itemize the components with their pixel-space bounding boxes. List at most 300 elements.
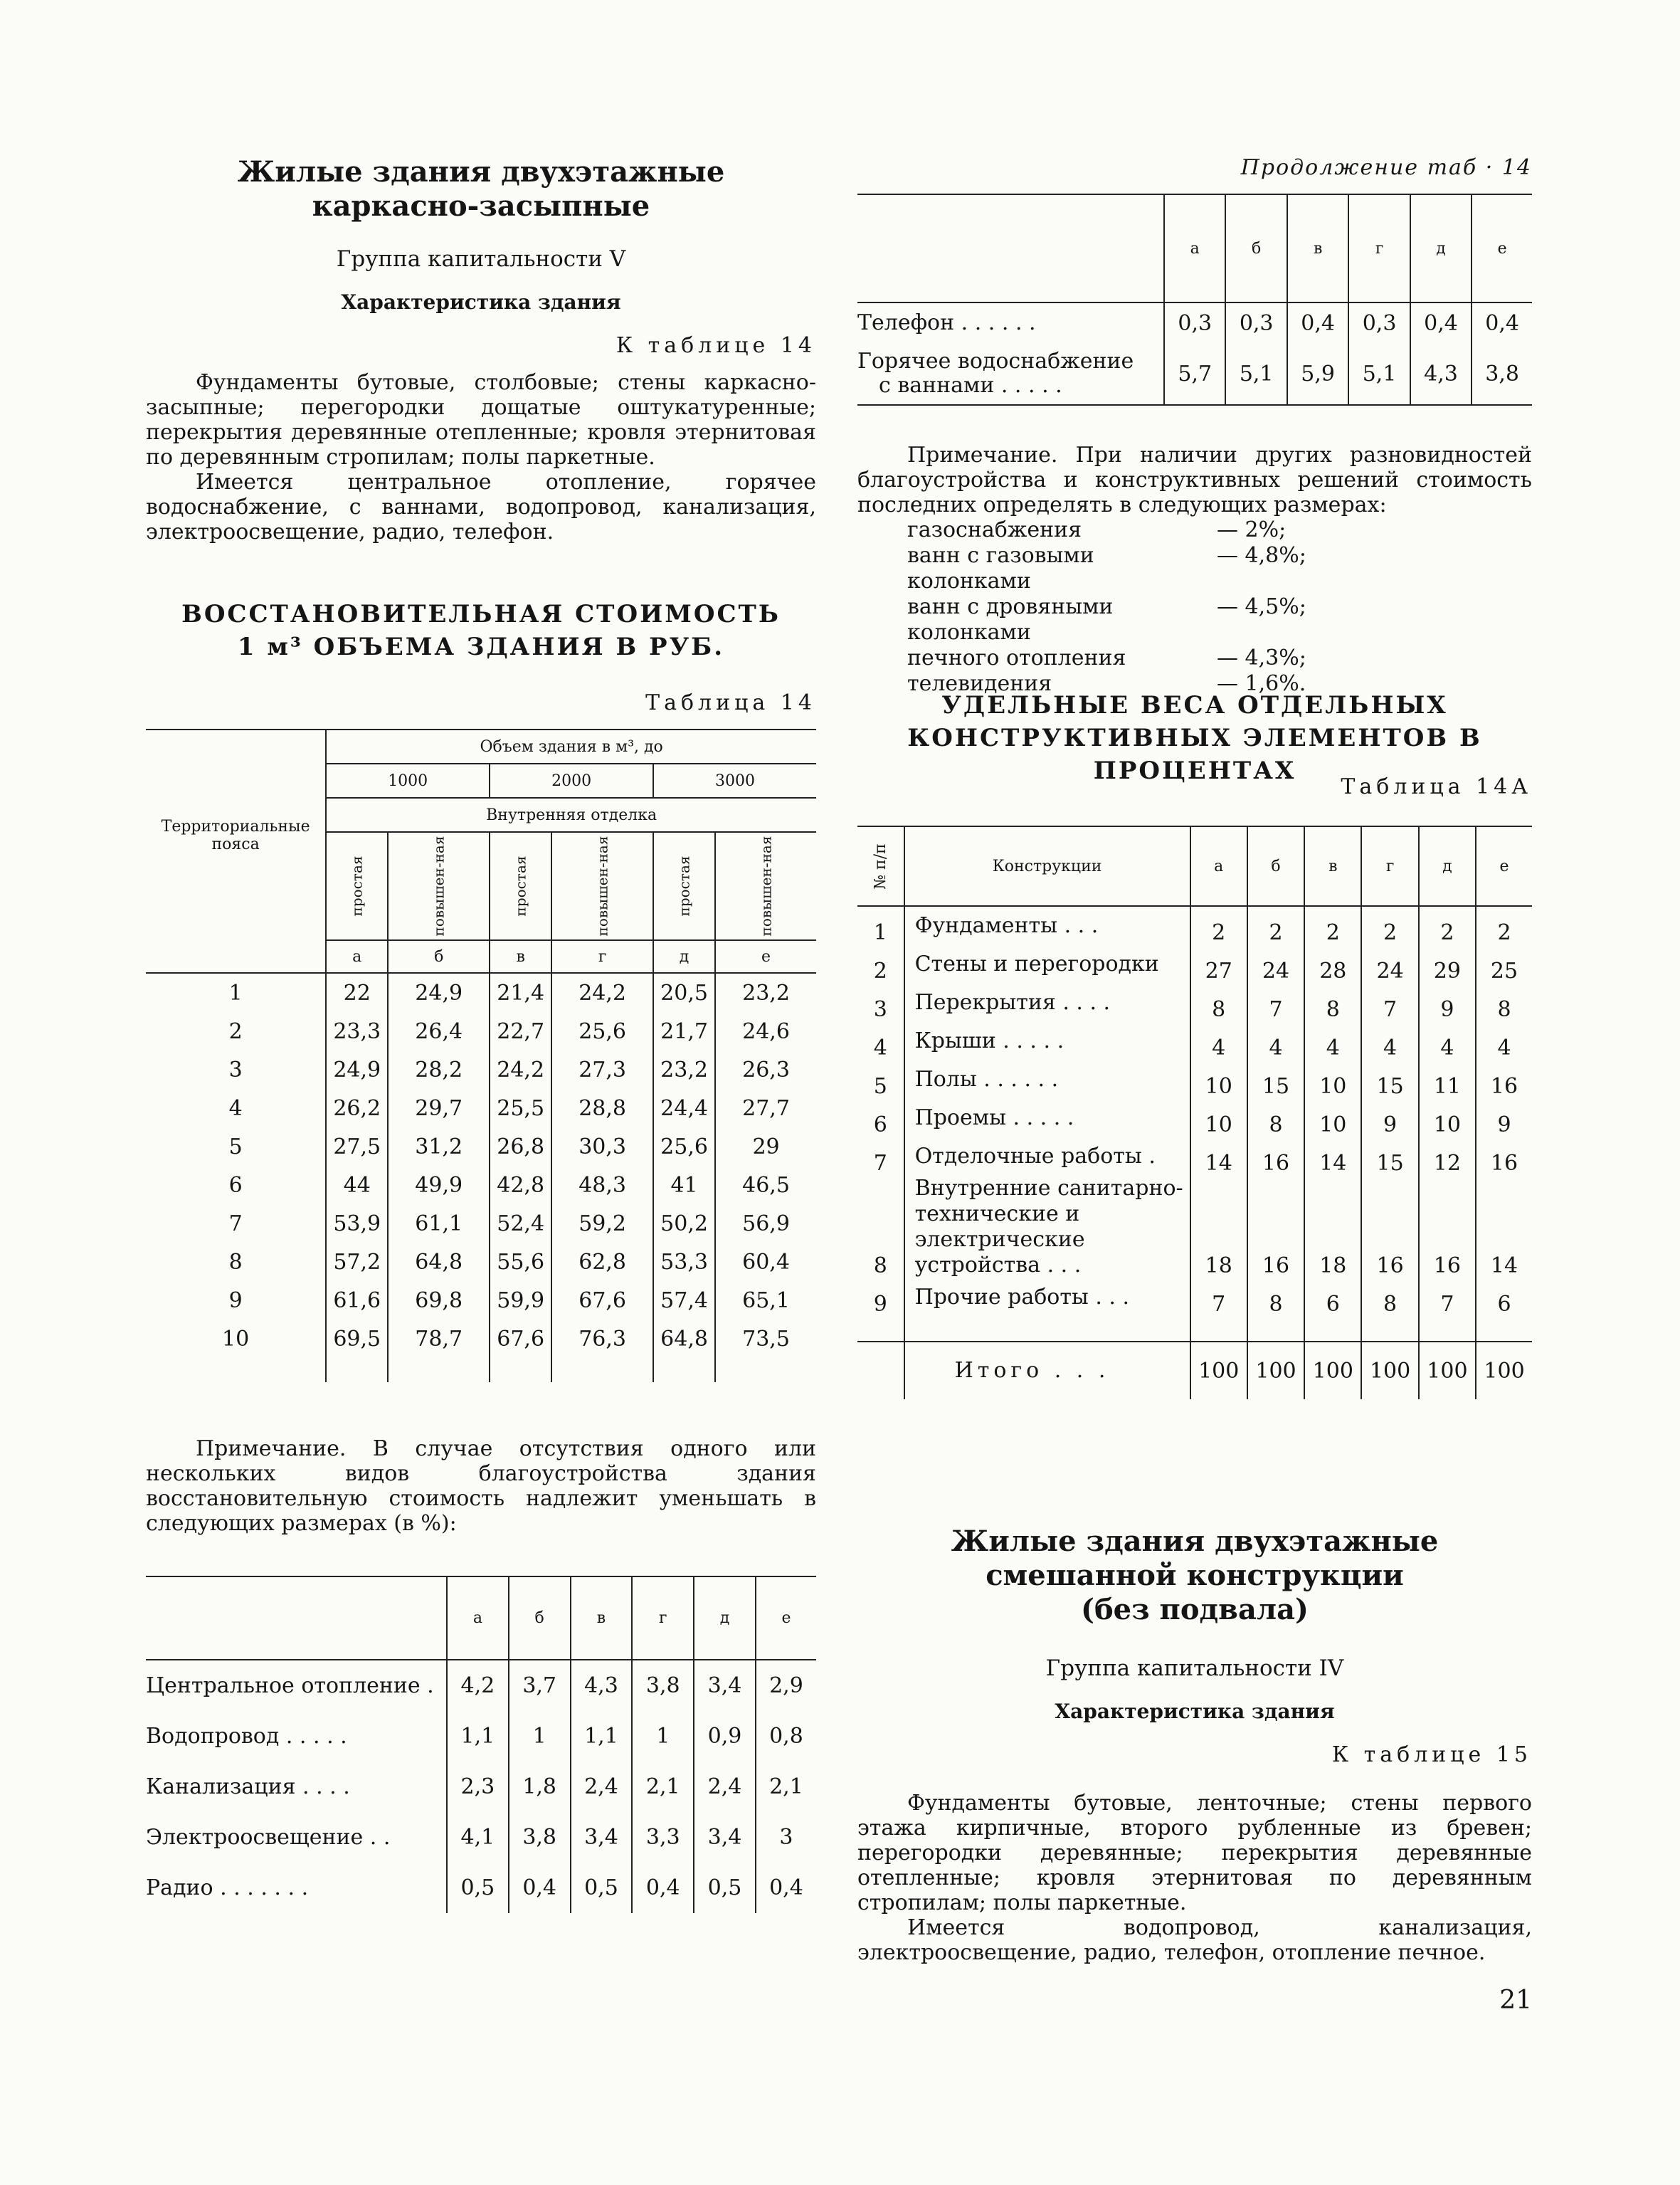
reduction-value: 2,3 bbox=[447, 1762, 509, 1812]
heading-line: Жилые здания двухэтажные bbox=[237, 155, 725, 189]
table-row bbox=[146, 1127, 816, 1166]
weight-value: 4 bbox=[1304, 1022, 1361, 1060]
cost-value: 21,7 bbox=[653, 1012, 715, 1051]
table-row bbox=[146, 1863, 816, 1913]
reduction-value: 0,5 bbox=[694, 1863, 756, 1913]
cost-value: 57,4 bbox=[653, 1281, 715, 1320]
note-item-name: телевидения bbox=[907, 671, 1052, 696]
reduction-value: 0,9 bbox=[694, 1711, 756, 1762]
weight-value: 8 bbox=[1476, 984, 1532, 1022]
reduction-value: 3,8 bbox=[632, 1660, 694, 1711]
column-letter: в bbox=[1287, 194, 1348, 302]
weight-value: 9 bbox=[1361, 1099, 1418, 1137]
reduction-value: 0,8 bbox=[756, 1711, 816, 1762]
characteristics-title: Характеристика здания bbox=[1055, 1700, 1335, 1723]
weight-value: 4 bbox=[1361, 1022, 1418, 1060]
table-row bbox=[146, 1166, 816, 1204]
construction-name: Прочие работы . . . bbox=[904, 1278, 1190, 1317]
weight-value: 18 bbox=[1190, 1176, 1247, 1278]
weight-value: 8 bbox=[1304, 984, 1361, 1022]
cost-value: 25,6 bbox=[653, 1127, 715, 1166]
table-row bbox=[857, 1060, 1532, 1099]
zone-number: 2 bbox=[228, 1018, 243, 1044]
weight-value: 8 bbox=[1190, 984, 1247, 1022]
volume-value: 2000 bbox=[490, 764, 653, 798]
reduction-value: 2,1 bbox=[756, 1762, 816, 1812]
column-letter: е bbox=[715, 940, 816, 973]
cost-value: 53,9 bbox=[326, 1204, 388, 1243]
table-row bbox=[857, 302, 1532, 343]
weight-value: 7 bbox=[1419, 1278, 1476, 1317]
heading-line: смешанной конструкции bbox=[986, 1559, 1404, 1592]
note-item bbox=[857, 517, 1532, 543]
note-list bbox=[857, 517, 1532, 697]
row-number: 3 bbox=[873, 997, 887, 1022]
table-row bbox=[857, 1099, 1532, 1137]
cost-value: 41 bbox=[653, 1166, 715, 1204]
cost-value: 24,2 bbox=[551, 973, 653, 1012]
cost-value: 26,3 bbox=[715, 1051, 816, 1089]
cost-value: 67,6 bbox=[490, 1320, 551, 1358]
capital-group: Группа капитальности IV bbox=[1045, 1655, 1344, 1681]
cost-value: 62,8 bbox=[551, 1243, 653, 1281]
note-item-value: — 1,6%. bbox=[1217, 671, 1306, 696]
reduction-value: 0,4 bbox=[1472, 302, 1532, 343]
reduction-value: 0,4 bbox=[756, 1863, 816, 1913]
column-letter: б bbox=[1247, 826, 1304, 906]
zone-number: 7 bbox=[228, 1211, 243, 1236]
cost-value: 56,9 bbox=[715, 1204, 816, 1243]
weight-value: 6 bbox=[1304, 1278, 1361, 1317]
note-paragraph: Примечание. При наличии других разновидностей благоустройства и конструктивных решений стоимость последних определять в следующих размерах: bbox=[857, 443, 1532, 517]
cost-value: 65,1 bbox=[715, 1281, 816, 1320]
cost-value: 27,7 bbox=[715, 1089, 816, 1127]
reduction-value: 0,4 bbox=[632, 1863, 694, 1913]
zone-number: 8 bbox=[228, 1249, 243, 1275]
reduction-value: 4,1 bbox=[447, 1812, 509, 1863]
column-letter: а bbox=[1164, 194, 1225, 302]
cost-title-line: ВОССТАНОВИТЕЛЬНАЯ СТОИМОСТЬ bbox=[181, 600, 781, 628]
weight-value: 2 bbox=[1361, 906, 1418, 945]
reduction-value: 0,4 bbox=[1410, 302, 1472, 343]
finish-type: повышен-ная bbox=[388, 832, 490, 940]
construction-name: Внутренние санитарно-технические и электрические устройства . . . bbox=[904, 1176, 1190, 1278]
description-paragraph: Фундаменты бутовые, столбовые; стены каркасно-засыпные; перегородки дощатые оштукатуренные; перекрытия деревянные отепленные; кровля этернитовая по деревянным стропилам; полы паркетные. bbox=[146, 370, 816, 470]
row-number: 2 bbox=[873, 959, 887, 984]
weight-value: 24 bbox=[1361, 945, 1418, 984]
row-number: 7 bbox=[873, 1151, 887, 1176]
cost-value: 64,8 bbox=[388, 1243, 490, 1281]
description-paragraph: Имеется центральное отопление, горячее водоснабжение, с ваннами, водопровод, канализация, электроосвещение, радио, телефон. bbox=[146, 470, 816, 544]
cost-value: 24,9 bbox=[388, 973, 490, 1012]
cost-value: 53,3 bbox=[653, 1243, 715, 1281]
volume-value: 3000 bbox=[653, 764, 816, 798]
column-letter: г bbox=[1361, 826, 1418, 906]
weight-value: 11 bbox=[1419, 1060, 1476, 1099]
weight-value: 8 bbox=[1247, 1099, 1304, 1137]
heading-line: Жилые здания двухэтажные bbox=[951, 1525, 1439, 1558]
characteristics-title: Характеристика здания bbox=[341, 290, 621, 314]
weight-value: 14 bbox=[1476, 1176, 1532, 1278]
cost-value: 26,8 bbox=[490, 1127, 551, 1166]
volume-value: 1000 bbox=[326, 764, 490, 798]
reduction-value: 5,7 bbox=[1164, 343, 1225, 405]
weight-value: 12 bbox=[1419, 1137, 1476, 1176]
note-item-value: — 2%; bbox=[1217, 517, 1287, 542]
reduction-value: 5,1 bbox=[1225, 343, 1287, 405]
zone-number: 3 bbox=[228, 1057, 243, 1083]
weight-value: 2 bbox=[1247, 906, 1304, 945]
row-label bbox=[857, 302, 1164, 343]
row-number: 5 bbox=[873, 1074, 887, 1099]
cost-value: 22,7 bbox=[490, 1012, 551, 1051]
cost-value: 23,3 bbox=[326, 1012, 388, 1051]
section-heading bbox=[146, 155, 816, 223]
zone-number: 4 bbox=[228, 1095, 243, 1121]
page-number: 21 bbox=[1499, 1986, 1532, 2015]
cost-value: 28,8 bbox=[551, 1089, 653, 1127]
cost-value: 24,2 bbox=[490, 1051, 551, 1089]
column-letter: а bbox=[1190, 826, 1247, 906]
reduction-value: 2,4 bbox=[571, 1762, 633, 1812]
cost-value: 24,6 bbox=[715, 1012, 816, 1051]
reduction-value: 0,5 bbox=[571, 1863, 633, 1913]
weight-value: 7 bbox=[1361, 984, 1418, 1022]
cost-value: 22 bbox=[326, 973, 388, 1012]
weight-value: 4 bbox=[1190, 1022, 1247, 1060]
weight-value: 16 bbox=[1247, 1176, 1304, 1278]
section-heading bbox=[857, 1525, 1532, 1627]
weight-value: 15 bbox=[1361, 1060, 1418, 1099]
cost-value: 69,5 bbox=[326, 1320, 388, 1358]
total-value: 100 bbox=[1304, 1342, 1361, 1399]
reduction-value: 2,4 bbox=[694, 1762, 756, 1812]
row-number: 4 bbox=[873, 1036, 887, 1060]
zone-number: 10 bbox=[222, 1326, 250, 1352]
cost-value: 64,8 bbox=[653, 1320, 715, 1358]
reduction-value: 3,4 bbox=[694, 1812, 756, 1863]
volume-header: Объем здания в м³, до bbox=[326, 730, 816, 764]
cost-value: 27,5 bbox=[326, 1127, 388, 1166]
weight-value: 2 bbox=[1190, 906, 1247, 945]
total-value: 100 bbox=[1419, 1342, 1476, 1399]
column-letter: г bbox=[632, 1576, 694, 1660]
cost-value: 21,4 bbox=[490, 973, 551, 1012]
weight-value: 2 bbox=[1304, 906, 1361, 945]
column-letter: а bbox=[447, 1576, 509, 1660]
cost-value: 24,4 bbox=[653, 1089, 715, 1127]
table-row bbox=[146, 1281, 816, 1320]
table-row bbox=[146, 1243, 816, 1281]
cost-value: 23,2 bbox=[715, 973, 816, 1012]
total-value: 100 bbox=[1476, 1342, 1532, 1399]
cost-value: 23,2 bbox=[653, 1051, 715, 1089]
cost-value: 78,7 bbox=[388, 1320, 490, 1358]
construction-name: Перекрытия . . . . bbox=[904, 984, 1190, 1022]
reduction-value: 0,3 bbox=[1164, 302, 1225, 343]
cost-value: 59,9 bbox=[490, 1281, 551, 1320]
weight-value: 10 bbox=[1304, 1099, 1361, 1137]
cost-value: 50,2 bbox=[653, 1204, 715, 1243]
note-item-value: — 4,3%; bbox=[1217, 646, 1306, 670]
zone-number: 5 bbox=[228, 1134, 243, 1159]
table-number: Таблица 14А bbox=[1341, 774, 1532, 799]
finish-type: простая bbox=[326, 832, 388, 940]
finish-type: повышен-ная bbox=[715, 832, 816, 940]
table-14 bbox=[146, 729, 816, 1382]
finish-type: простая bbox=[490, 832, 551, 940]
reduction-value: 3,7 bbox=[509, 1660, 571, 1711]
weight-value: 4 bbox=[1247, 1022, 1304, 1060]
total-value: 100 bbox=[1361, 1342, 1418, 1399]
weight-value: 18 bbox=[1304, 1176, 1361, 1278]
weight-value: 10 bbox=[1304, 1060, 1361, 1099]
weight-value: 14 bbox=[1304, 1137, 1361, 1176]
cost-value: 42,8 bbox=[490, 1166, 551, 1204]
weight-value: 16 bbox=[1247, 1137, 1304, 1176]
column-letter: в bbox=[571, 1576, 633, 1660]
cost-value: 57,2 bbox=[326, 1243, 388, 1281]
heading-line: (без подвала) bbox=[1081, 1593, 1309, 1626]
row-number: 6 bbox=[873, 1112, 887, 1137]
description-paragraph: Фундаменты бутовые, ленточные; стены первого этажа кирпичные, второго рубленные из бревен; перегородки деревянные; перекрытия деревянные отепленные; кровля этернитовая по деревянным стропилам; полы паркетные. bbox=[857, 1791, 1532, 1915]
cost-value: 25,5 bbox=[490, 1089, 551, 1127]
weight-value: 29 bbox=[1419, 945, 1476, 984]
note-item bbox=[857, 646, 1532, 671]
column-letter: д bbox=[1419, 826, 1476, 906]
note-item-name: печного отопления bbox=[907, 646, 1126, 670]
table-row bbox=[146, 1051, 816, 1089]
note-item bbox=[857, 594, 1532, 646]
capital-group: Группа капитальности V bbox=[336, 246, 626, 272]
table-row bbox=[857, 1278, 1532, 1317]
weight-value: 7 bbox=[1190, 1278, 1247, 1317]
weight-value: 16 bbox=[1361, 1176, 1418, 1278]
cost-value: 46,5 bbox=[715, 1166, 816, 1204]
table-reference: К таблице 15 bbox=[1331, 1742, 1532, 1767]
weight-value: 6 bbox=[1476, 1278, 1532, 1317]
note-item-name: газоснабжения bbox=[907, 517, 1082, 542]
weight-value: 8 bbox=[1361, 1278, 1418, 1317]
cost-title bbox=[146, 598, 816, 663]
column-letter: д bbox=[694, 1576, 756, 1660]
cost-value: 30,3 bbox=[551, 1127, 653, 1166]
weight-value: 27 bbox=[1190, 945, 1247, 984]
weight-value: 24 bbox=[1247, 945, 1304, 984]
note-item-value: — 4,5%; bbox=[1217, 594, 1306, 619]
row-label: Радио . . . . . . . bbox=[146, 1875, 309, 1900]
name-header: Конструкции bbox=[904, 826, 1190, 906]
reduction-value: 4,2 bbox=[447, 1660, 509, 1711]
finish-type: повышен-ная bbox=[551, 832, 653, 940]
weight-value: 14 bbox=[1190, 1137, 1247, 1176]
reduction-value: 3,8 bbox=[1472, 343, 1532, 405]
construction-name: Крыши . . . . . bbox=[904, 1022, 1190, 1060]
note-item bbox=[857, 543, 1532, 594]
table-row bbox=[146, 1012, 816, 1051]
reduction-value: 0,4 bbox=[1287, 302, 1348, 343]
total-row bbox=[857, 1342, 1532, 1399]
reduction-value: 3,4 bbox=[694, 1660, 756, 1711]
column-letter: е bbox=[756, 1576, 816, 1660]
reduction-value: 1,8 bbox=[509, 1762, 571, 1812]
reduction-value: 0,5 bbox=[447, 1863, 509, 1913]
column-letter: д bbox=[1410, 194, 1472, 302]
table-row bbox=[146, 1089, 816, 1127]
continuation-table bbox=[857, 194, 1532, 406]
weight-value: 28 bbox=[1304, 945, 1361, 984]
row-label-line: Горячее водоснабжение bbox=[857, 349, 1134, 374]
reduction-value: 1 bbox=[509, 1711, 571, 1762]
weight-value: 4 bbox=[1476, 1022, 1532, 1060]
column-letter: г bbox=[1348, 194, 1410, 302]
cost-value: 29 bbox=[715, 1127, 816, 1166]
description-paragraph: Имеется водопровод, канализация, электроосвещение, радио, телефон, отопление печное. bbox=[857, 1915, 1532, 1965]
table-row bbox=[146, 1762, 816, 1812]
reduction-value: 0,4 bbox=[509, 1863, 571, 1913]
reduction-value: 3,8 bbox=[509, 1812, 571, 1863]
construction-name: Проемы . . . . . bbox=[904, 1099, 1190, 1137]
reduction-value: 3,3 bbox=[632, 1812, 694, 1863]
row-label: Центральное отопление . bbox=[146, 1673, 434, 1698]
cost-value: 44 bbox=[326, 1166, 388, 1204]
column-letter: г bbox=[551, 940, 653, 973]
weight-value: 16 bbox=[1476, 1060, 1532, 1099]
zone-number: 6 bbox=[228, 1172, 243, 1198]
table-row bbox=[857, 945, 1532, 984]
cost-value: 67,6 bbox=[551, 1281, 653, 1320]
column-letter: а bbox=[326, 940, 388, 973]
reduction-value: 1 bbox=[632, 1711, 694, 1762]
finish-type: простая bbox=[653, 832, 715, 940]
cost-title-line: 1 м³ ОБЪЕМА ЗДАНИЯ В РУБ. bbox=[237, 633, 725, 661]
note-item-value: — 4,8%; bbox=[1217, 543, 1306, 568]
construction-name: Стены и перегородки bbox=[904, 945, 1190, 984]
column-letter: е bbox=[1476, 826, 1532, 906]
heading-line: каркасно-засыпные bbox=[312, 189, 650, 223]
column-letter: е bbox=[1472, 194, 1532, 302]
cost-value: 52,4 bbox=[490, 1204, 551, 1243]
reduction-value: 1,1 bbox=[447, 1711, 509, 1762]
table-row bbox=[146, 1204, 816, 1243]
table-row bbox=[857, 1176, 1532, 1278]
note-item-name: ванн с газовыми колонками bbox=[907, 543, 1094, 594]
row-number: 1 bbox=[873, 920, 887, 945]
construction-name: Отделочные работы . bbox=[904, 1137, 1190, 1176]
weight-value: 10 bbox=[1190, 1099, 1247, 1137]
weight-value: 4 bbox=[1419, 1022, 1476, 1060]
weights-title-line: УДЕЛЬНЫЕ ВЕСА ОТДЕЛЬНЫХ bbox=[941, 691, 1448, 720]
cost-value: 29,7 bbox=[388, 1089, 490, 1127]
weight-value: 2 bbox=[1419, 906, 1476, 945]
table-number: Таблица 14 bbox=[645, 690, 816, 715]
row-label: Канализация . . . . bbox=[146, 1774, 350, 1799]
reduction-value: 5,9 bbox=[1287, 343, 1348, 405]
weight-value: 8 bbox=[1247, 1278, 1304, 1317]
table-reference: К таблице 14 bbox=[616, 333, 816, 358]
cost-value: 55,6 bbox=[490, 1243, 551, 1281]
total-value: 100 bbox=[1247, 1342, 1304, 1399]
construction-name: Полы . . . . . . bbox=[904, 1060, 1190, 1099]
weight-value: 10 bbox=[1419, 1099, 1476, 1137]
table-14a bbox=[857, 826, 1532, 1399]
cost-value: 31,2 bbox=[388, 1127, 490, 1166]
weights-title bbox=[857, 689, 1532, 787]
finish-header: Внутренняя отделка bbox=[326, 798, 816, 832]
row-number: 9 bbox=[873, 1292, 887, 1317]
row-label-line: Телефон . . . . . . bbox=[857, 310, 1036, 335]
table-row bbox=[146, 1812, 816, 1863]
reduction-value: 0,3 bbox=[1225, 302, 1287, 343]
cost-value: 76,3 bbox=[551, 1320, 653, 1358]
row-label: Водопровод . . . . . bbox=[146, 1724, 347, 1749]
cost-value: 24,9 bbox=[326, 1051, 388, 1089]
num-header: № п/п bbox=[871, 843, 889, 890]
column-letter: б bbox=[509, 1576, 571, 1660]
reduction-value: 3 bbox=[756, 1812, 816, 1863]
cost-value: 61,1 bbox=[388, 1204, 490, 1243]
reduction-value: 2,1 bbox=[632, 1762, 694, 1812]
cost-value: 28,2 bbox=[388, 1051, 490, 1089]
reduction-table bbox=[146, 1576, 816, 1913]
table-row bbox=[146, 1711, 816, 1762]
reduction-value: 3,4 bbox=[571, 1812, 633, 1863]
table-row bbox=[857, 984, 1532, 1022]
row-label bbox=[857, 343, 1164, 405]
weight-value: 25 bbox=[1476, 945, 1532, 984]
reduction-value: 0,3 bbox=[1348, 302, 1410, 343]
table-row bbox=[857, 1022, 1532, 1060]
column-letter: б bbox=[388, 940, 490, 973]
column-letter: в bbox=[490, 940, 551, 973]
note-item-name: ванн с дровяными колонками bbox=[907, 594, 1114, 645]
cost-value: 26,2 bbox=[326, 1089, 388, 1127]
cost-value: 69,8 bbox=[388, 1281, 490, 1320]
weight-value: 10 bbox=[1190, 1060, 1247, 1099]
continuation-label: Продолжение таб · 14 bbox=[1240, 155, 1532, 180]
table-row bbox=[146, 973, 816, 1012]
row-number: 8 bbox=[873, 1253, 887, 1278]
cost-value: 26,4 bbox=[388, 1012, 490, 1051]
weight-value: 15 bbox=[1247, 1060, 1304, 1099]
cost-value: 61,6 bbox=[326, 1281, 388, 1320]
column-letter: д bbox=[653, 940, 715, 973]
cost-value: 27,3 bbox=[551, 1051, 653, 1089]
zone-number: 9 bbox=[228, 1288, 243, 1313]
total-value: 100 bbox=[1190, 1342, 1247, 1399]
construction-name: Фундаменты . . . bbox=[904, 906, 1190, 945]
weight-value: 2 bbox=[1476, 906, 1532, 945]
column-letter: б bbox=[1225, 194, 1287, 302]
cost-value: 60,4 bbox=[715, 1243, 816, 1281]
cost-value: 20,5 bbox=[653, 973, 715, 1012]
cost-value: 59,2 bbox=[551, 1204, 653, 1243]
weight-value: 9 bbox=[1419, 984, 1476, 1022]
weights-title-line: КОНСТРУКТИВНЫХ ЭЛЕМЕНТОВ В ПРОЦЕНТАХ bbox=[907, 724, 1482, 785]
cost-value: 49,9 bbox=[388, 1166, 490, 1204]
weight-value: 16 bbox=[1476, 1137, 1532, 1176]
reduction-value: 2,9 bbox=[756, 1660, 816, 1711]
weight-value: 16 bbox=[1419, 1176, 1476, 1278]
zone-number: 1 bbox=[228, 980, 243, 1006]
column-letter: в bbox=[1304, 826, 1361, 906]
reduction-value: 1,1 bbox=[571, 1711, 633, 1762]
reduction-value: 4,3 bbox=[571, 1660, 633, 1711]
total-label: Итого . . . bbox=[904, 1342, 1190, 1399]
cost-value: 73,5 bbox=[715, 1320, 816, 1358]
table-row bbox=[857, 1137, 1532, 1176]
table-row bbox=[146, 1320, 816, 1358]
